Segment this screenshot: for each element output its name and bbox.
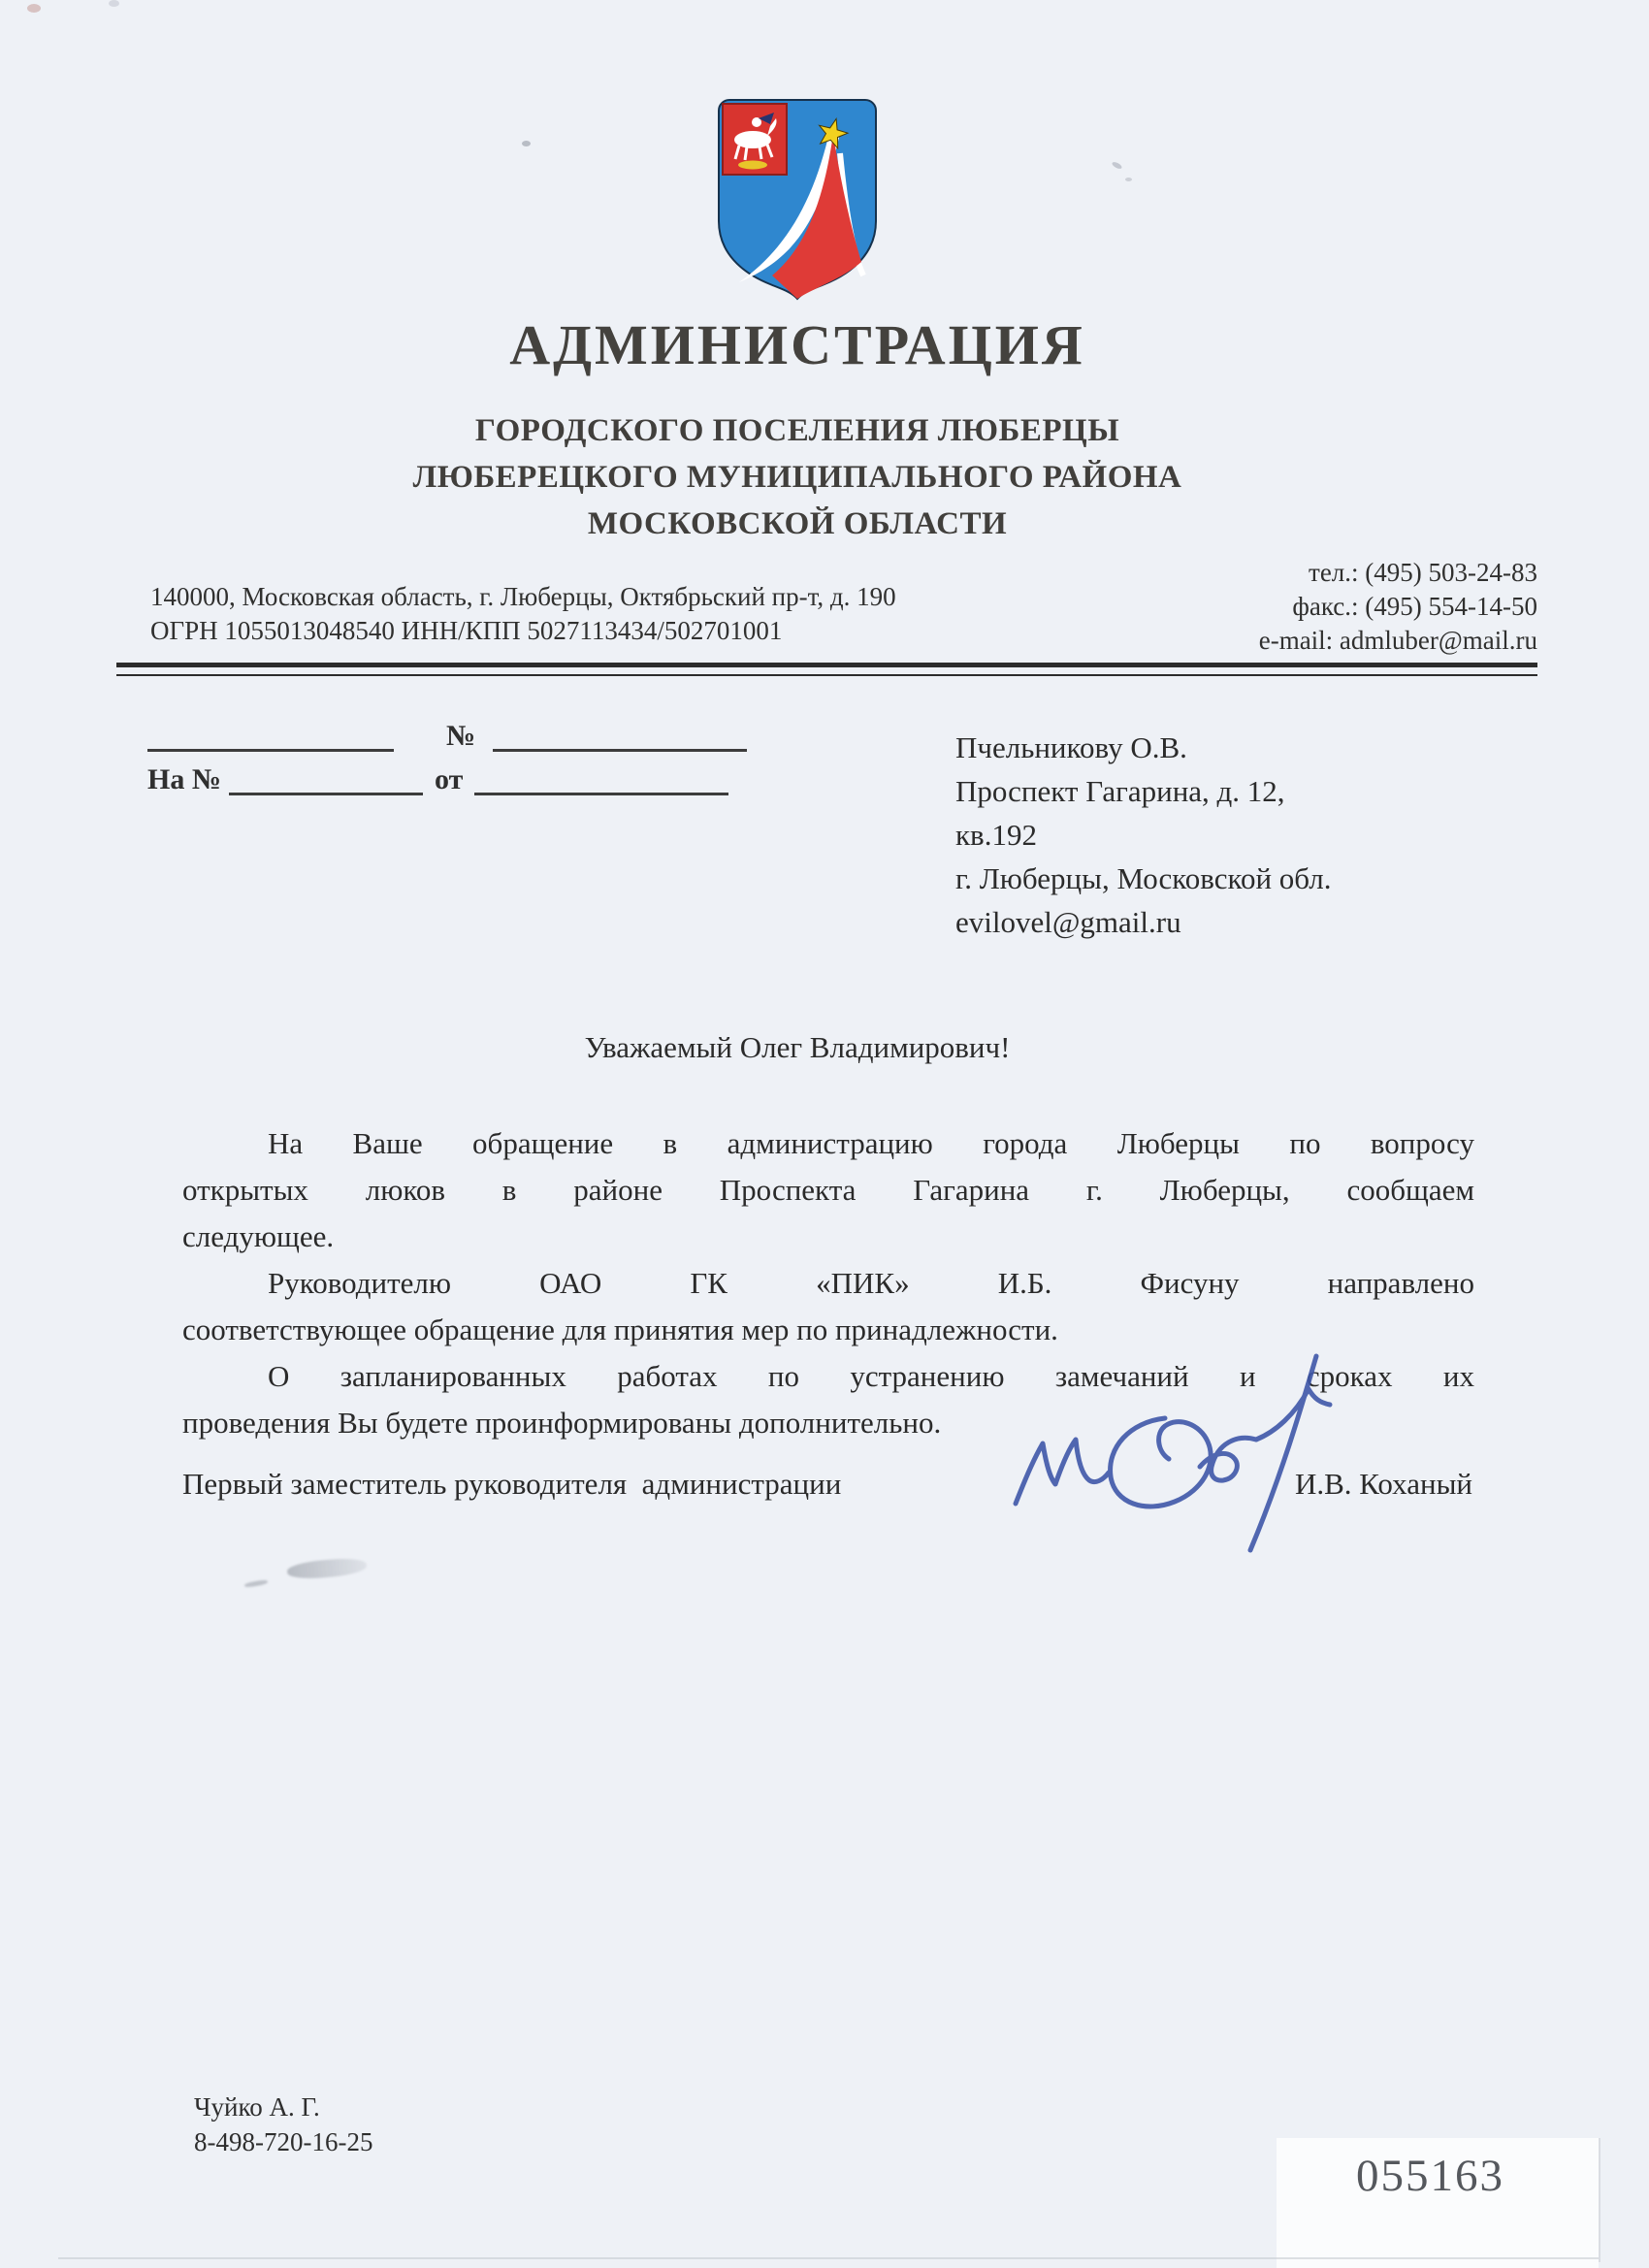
- reference-row-incoming: [147, 763, 728, 796]
- body-line: На Ваше обращение в администрацию города Люберцы по вопросу: [268, 1126, 1474, 1160]
- org-title: АДМИНИСТРАЦИЯ: [509, 313, 1085, 376]
- recipient-city: г. Люберцы, Московской обл.: [955, 861, 1332, 895]
- org-fax: факс.: (495) 554-14-50: [1292, 592, 1537, 621]
- executor-name: Чуйко А. Г.: [194, 2092, 320, 2122]
- registration-stamp-number: 055163: [1356, 2151, 1504, 2201]
- body-line: О запланированных работах по устранению замечаний и сроках их: [268, 1359, 1474, 1393]
- recipient-apartment: кв.192: [955, 818, 1037, 852]
- recipient-block: [955, 726, 1332, 944]
- org-email: e-mail: admluber@mail.ru: [1258, 626, 1537, 655]
- dragon-shape: [738, 161, 767, 170]
- recipient-email: evilovel@gmail.ru: [955, 905, 1181, 939]
- salutation: Уважаемый Олег Владимирович!: [584, 1030, 1011, 1064]
- org-subtitle-line: ГОРОДСКОГО ПОСЕЛЕНИЯ ЛЮБЕРЦЫ: [474, 413, 1120, 448]
- scan-smudge: [286, 1556, 367, 1580]
- org-address-line: 140000, Московская область, г. Люберцы, Октябрьский пр-т, д. 190: [150, 582, 896, 611]
- body-line: открытых люков в районе Проспекта Гагарина г. Люберцы, сообщаем: [182, 1173, 1474, 1207]
- scan-speck: [522, 141, 531, 146]
- org-subtitle-line: ЛЮБЕРЕЦКОГО МУНИЦИПАЛЬНОГО РАЙОНА: [412, 460, 1182, 495]
- recipient-street: Проспект Гагарина, д. 12,: [955, 774, 1285, 808]
- blank-line: [229, 793, 423, 795]
- number-label: №: [446, 720, 476, 752]
- scan-speck: [1125, 178, 1132, 181]
- org-subtitle-block: [0, 407, 1595, 547]
- header-separator-thick: [116, 663, 1537, 667]
- coat-of-arms-lyubertsy: [716, 97, 879, 303]
- header-separator-thin: [116, 674, 1537, 676]
- reference-row-outgoing: [147, 720, 747, 753]
- body-line: следующее.: [182, 1219, 335, 1253]
- signer-name: И.В. Коханый: [1294, 1467, 1472, 1501]
- blank-line: [147, 749, 394, 752]
- body-line: проведения Вы будете проинформированы дополнительно.: [182, 1406, 942, 1440]
- recipient-name: Пчельникову О.В.: [955, 730, 1187, 764]
- moscow-oblast-canton: [723, 104, 787, 175]
- from-label: от: [434, 763, 464, 795]
- blank-line: [474, 793, 728, 795]
- scan-speck: [109, 0, 119, 7]
- scan-speck: [27, 4, 41, 13]
- body-line: соответствующее обращение для принятия мер по принадлежности.: [182, 1312, 1058, 1346]
- org-contact-block: [1259, 556, 1537, 658]
- org-address-block: [150, 580, 896, 648]
- handwritten-signature: [975, 1350, 1353, 1559]
- executor-block: [194, 2090, 372, 2159]
- page-edge-line: [58, 2257, 1599, 2259]
- org-phone: тел.: (495) 503-24-83: [1309, 558, 1537, 587]
- org-subtitle-line: МОСКОВСКОЙ ОБЛАСТИ: [587, 506, 1008, 541]
- org-registration-line: ОГРН 1055013048540 ИНН/КПП 5027113434/502701001: [150, 616, 783, 645]
- reply-number-label: На №: [147, 763, 221, 795]
- executor-phone: 8-498-720-16-25: [194, 2127, 373, 2156]
- signer-position: Первый заместитель руководителя администрации: [182, 1467, 842, 1501]
- page-edge-line: [1599, 2138, 1600, 2262]
- scan-smudge: [244, 1579, 269, 1588]
- scan-speck: [1111, 161, 1122, 171]
- body-line: Руководителю ОАО ГК «ПИК» И.Б. Фисуну направлено: [268, 1266, 1474, 1300]
- blank-line: [493, 749, 747, 752]
